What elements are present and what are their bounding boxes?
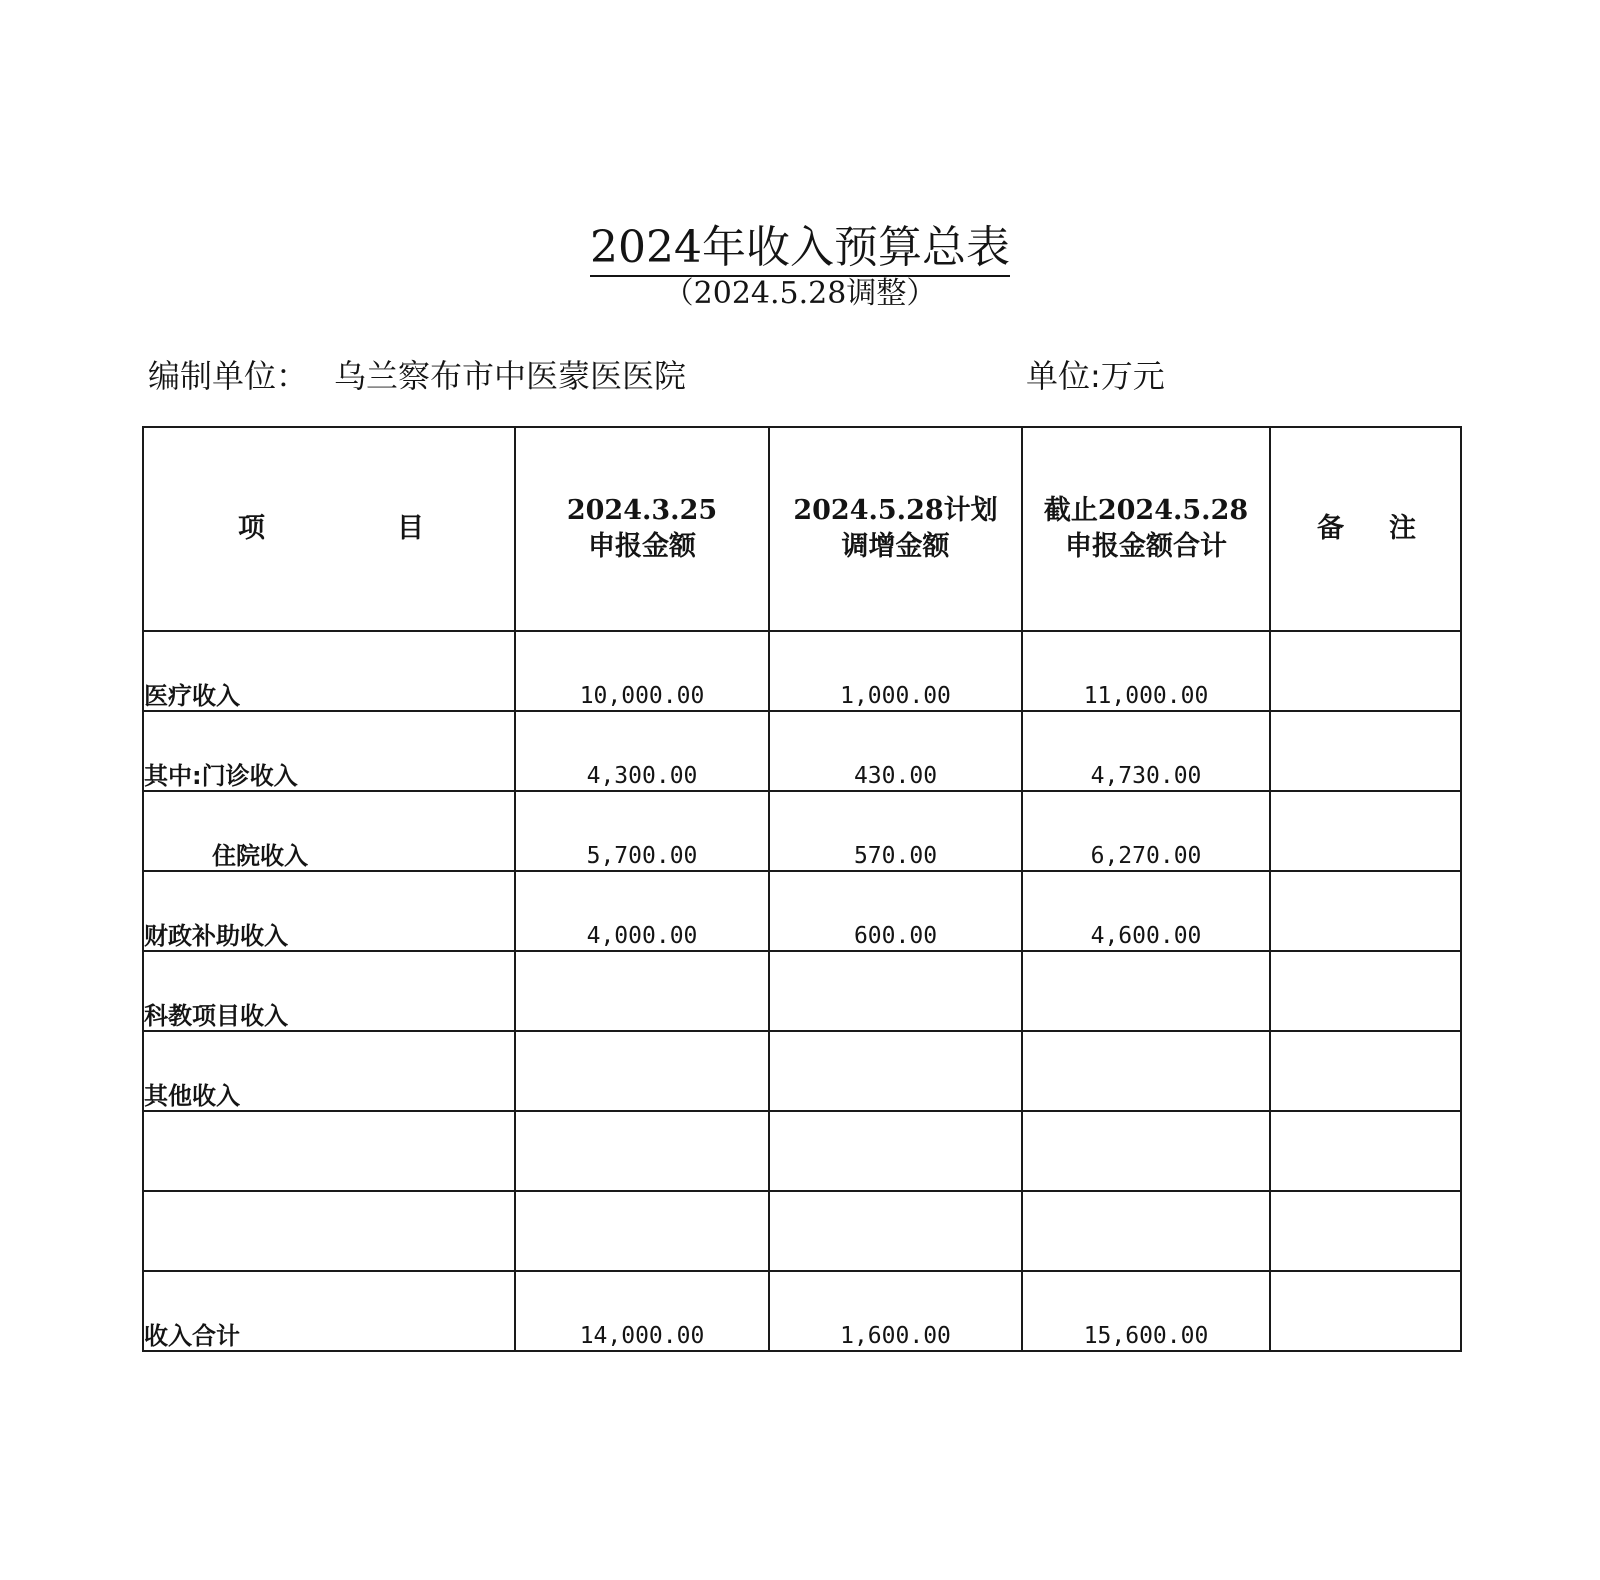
row-notes [1270,631,1461,711]
row-declared-amount [515,951,769,1031]
table-total-row [143,1271,1461,1351]
row-notes [1270,1111,1461,1191]
row-declared-amount: 4,300.00 [515,711,769,791]
row-total-amount [1022,1191,1270,1271]
table-row [143,1191,1461,1271]
row-planned-increase: 1,000.00 [769,631,1022,711]
header-total-amount-line2: 申报金额合计 [1065,531,1227,562]
row-item: 其他收入 [143,1031,515,1111]
row-planned-increase [769,1031,1022,1111]
row-total-amount [1022,1111,1270,1191]
table-row [143,871,1461,951]
row-planned-increase [769,1111,1022,1191]
page-title [0,222,1600,274]
row-item [143,1191,515,1271]
row-notes [1270,791,1461,871]
row-notes [1270,1191,1461,1271]
row-planned-increase: 430.00 [769,711,1022,791]
row-declared-amount [515,1111,769,1191]
header-total-amount-line1: 截止2024.5.28 [1043,495,1249,526]
header-item-char-1: 项 [238,513,265,544]
row-item: 财政补助收入 [143,871,515,951]
table-row [143,951,1461,1031]
header-declared-amount-line2: 申报金额 [588,531,696,562]
row-notes [1270,711,1461,791]
table-row [143,1031,1461,1111]
table-header-row [143,427,1461,631]
row-declared-amount [515,1031,769,1111]
table-row [143,631,1461,711]
total-amount: 15,600.00 [1022,1271,1270,1351]
header-planned-increase [769,427,1022,631]
org-name: 乌兰察布市中医蒙医医院 [334,357,687,395]
unit-label: 单位:万元 [1026,357,1165,395]
row-item: 住院收入 [143,791,515,871]
budget-table [142,426,1462,1352]
total-planned-increase: 1,600.00 [769,1271,1022,1351]
header-total-amount [1022,427,1270,631]
header-notes-char-1: 备 [1317,513,1344,544]
row-declared-amount: 5,700.00 [515,791,769,871]
total-notes [1270,1271,1461,1351]
row-planned-increase: 600.00 [769,871,1022,951]
row-notes [1270,871,1461,951]
header-item [143,427,515,631]
total-item: 收入合计 [143,1271,515,1351]
table-row [143,791,1461,871]
org-label: 编制单位： [148,357,309,395]
row-total-amount: 4,730.00 [1022,711,1270,791]
row-declared-amount: 10,000.00 [515,631,769,711]
header-notes [1270,427,1461,631]
header-planned-increase-line2: 调增金额 [841,531,950,562]
row-item [143,1111,515,1191]
row-total-amount: 6,270.00 [1022,791,1270,871]
row-declared-amount: 4,000.00 [515,871,769,951]
row-planned-increase [769,1191,1022,1271]
row-planned-increase [769,951,1022,1031]
row-total-amount: 4,600.00 [1022,871,1270,951]
row-item: 科教项目收入 [143,951,515,1031]
total-declared-amount: 14,000.00 [515,1271,769,1351]
row-planned-increase: 570.00 [769,791,1022,871]
table-row [143,1111,1461,1191]
header-notes-char-2: 注 [1389,513,1416,544]
row-total-amount [1022,951,1270,1031]
page-subtitle: （2024.5.28调整） [663,276,937,311]
header-declared-amount [515,427,769,631]
row-item: 其中:门诊收入 [143,711,515,791]
header-declared-amount-line1: 2024.3.25 [566,495,718,526]
page-title-text: 2024年收入预算总表 [590,222,1010,277]
header-item-char-2: 目 [397,513,424,544]
row-total-amount: 11,000.00 [1022,631,1270,711]
table-row [143,711,1461,791]
row-declared-amount [515,1191,769,1271]
row-notes [1270,1031,1461,1111]
header-planned-increase-line1: 2024.5.28计划 [793,495,998,526]
row-item: 医疗收入 [143,631,515,711]
row-total-amount [1022,1031,1270,1111]
row-notes [1270,951,1461,1031]
